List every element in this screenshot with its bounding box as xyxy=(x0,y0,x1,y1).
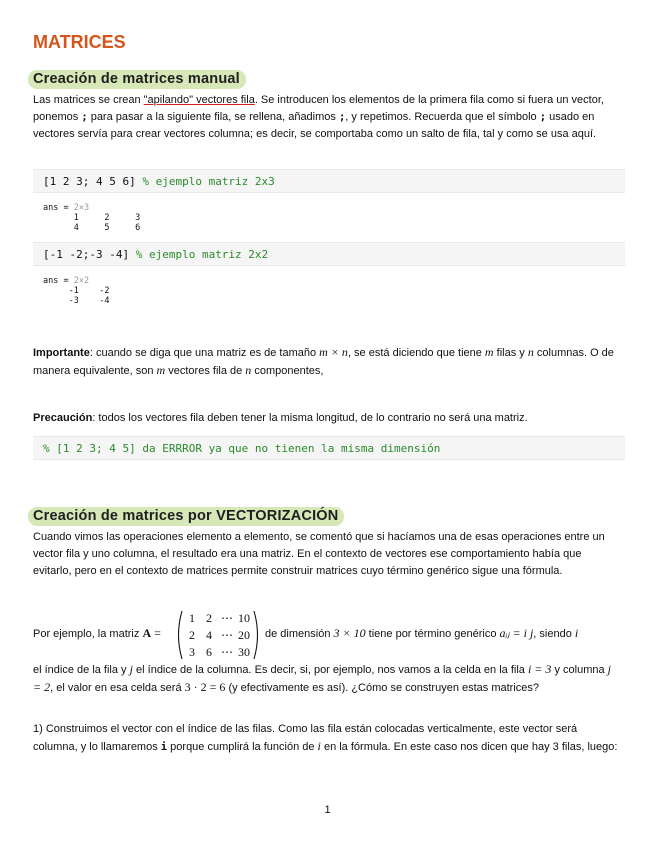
text-run: , siendo xyxy=(533,628,575,640)
paragraph-caution xyxy=(33,410,618,427)
paragraph-important xyxy=(33,344,618,380)
matrix-example-line xyxy=(33,608,633,662)
text-run: y columna xyxy=(551,664,608,676)
text-run: en la fórmula. En este caso nos dicen que hay 3 filas, luego: xyxy=(320,741,618,753)
page-title: MATRICES xyxy=(33,32,126,52)
text-run: tiene por término genérico xyxy=(365,628,500,640)
text-run: componentes, xyxy=(251,365,324,377)
text-run: : todos los vectores fila deben tener la misma longitud, de lo contrario no será una matriz. xyxy=(92,412,528,424)
math-inline: n xyxy=(245,363,252,377)
text-run: columnas. O de manera equivalente, son xyxy=(33,347,614,377)
code-comment: % [1 2 3; 4 5] da ERRROR ya que no tienen la misma dimensión xyxy=(43,442,441,455)
output-2x3 xyxy=(43,203,140,233)
matrix-example-tail xyxy=(265,626,578,641)
output-dims: 2×2 xyxy=(73,276,90,286)
text-run: vectores fila de xyxy=(165,365,246,377)
math-inline: m xyxy=(156,363,166,377)
output-row: -3 -4 xyxy=(68,296,110,306)
text-run: Por ejemplo, la matriz xyxy=(33,628,143,640)
output-row: 1 2 3 xyxy=(73,213,141,223)
math-inline: i xyxy=(317,739,321,753)
underlined-phrase: "apilando" vectores fila xyxy=(143,94,255,106)
text-run: : cuando se diga que una matriz es de tamaño xyxy=(89,347,320,359)
math-inline: i xyxy=(574,626,579,640)
math-inline: 3 · 2 = 6 xyxy=(184,680,226,694)
matrix-A-display xyxy=(174,608,262,662)
matrix-symbol: A xyxy=(142,626,152,640)
output-label: ans = xyxy=(43,276,69,286)
code-text: [-1 -2;-3 -4] xyxy=(43,248,130,261)
matrix-cell: 1 xyxy=(189,611,195,625)
output-row: -1 -2 xyxy=(68,286,110,296)
text-run: 1) Construimos el vector con el índice de las filas. Como las fila están colocadas verticalmente, este vector será columna, y lo llamaremos xyxy=(33,723,578,753)
right-paren xyxy=(254,611,258,659)
left-paren xyxy=(179,611,183,659)
math-inline: j xyxy=(129,662,133,676)
code-comment: % ejemplo matriz 2x3 xyxy=(142,175,275,188)
math-inline: aᵢⱼ = i j xyxy=(499,626,534,640)
paragraph-index-example xyxy=(33,661,618,697)
output-dims: 2×3 xyxy=(73,203,90,213)
text-run: para pasar a la siguiente fila, se rellena, añadimos xyxy=(87,111,339,123)
matrix-cell: ⋯ xyxy=(221,611,233,625)
inline-code: ; xyxy=(81,111,88,123)
text-run: . Se introducen los elementos de la primera fila como si fuera un vector, ponemos xyxy=(33,94,604,123)
text-run: , se está diciendo que tiene xyxy=(347,347,485,359)
matrix-cell: ⋯ xyxy=(221,628,233,642)
math-inline: m xyxy=(484,345,494,359)
text-run: porque cumplirá la función de xyxy=(167,741,318,753)
matrix-example-lead xyxy=(33,626,161,641)
math-inline: j = 2 xyxy=(33,662,611,694)
text-run: de dimensión xyxy=(265,628,334,640)
equals-sign: = xyxy=(151,626,161,640)
matrix-cell: 2 xyxy=(206,611,212,625)
text-run: Las matrices se crean xyxy=(33,94,144,106)
paragraph-step-1 xyxy=(33,721,618,756)
inline-code: i xyxy=(160,741,168,753)
matrix-cell: 30 xyxy=(238,645,250,659)
text-run: , el valor en esa celda será xyxy=(50,682,185,694)
section-heading-vectorization: Creación de matrices por VECTORIZACIÓN xyxy=(28,507,344,526)
text-run: el índice de la fila y xyxy=(33,664,130,676)
math-inline: m × n xyxy=(319,345,348,359)
paragraph-manual-intro xyxy=(33,92,618,143)
matrix-cell: 2 xyxy=(189,628,195,642)
text-run: el índice de la columna. Es decir, si, por ejemplo, nos vamos a la celda en la fila xyxy=(132,664,528,676)
math-inline: n xyxy=(527,345,534,359)
important-label: Importante xyxy=(33,347,90,359)
text-run: filas y xyxy=(493,347,528,359)
text-run: (y efectivamente es así). ¿Cómo se construyen estas matrices? xyxy=(225,682,540,694)
matrix-cell: 4 xyxy=(206,628,212,642)
inline-code: ; xyxy=(338,111,346,123)
matrix-cell: ⋯ xyxy=(221,645,233,659)
output-label: ans = xyxy=(43,203,69,213)
code-text: [1 2 3; 4 5 6] xyxy=(43,175,136,188)
output-row: 4 5 6 xyxy=(73,223,141,233)
text-run: usado en vectores servía para crear vectores columna; es decir, se comportaba como un salto de fila, tal y como se usa aquí. xyxy=(33,111,597,140)
caution-label: Precaución xyxy=(33,412,93,424)
code-block-error[interactable] xyxy=(33,436,625,460)
matrix-cell: 6 xyxy=(206,645,212,659)
inline-code: ; xyxy=(539,111,547,123)
paragraph-vectorization-intro: Cuando vimos las operaciones elemento a elemento, se comentó que si hacíamos una de esas operaciones entre un vector fila y uno columna, el resultado era una matriz. En el contexto de vectores ese comportamiento había que evitarlo, pero en el contexto de matrices permite construir matrices cuyo término genérico sigue una fórmula. xyxy=(33,531,605,577)
code-comment: % ejemplo matriz 2x2 xyxy=(135,248,269,261)
section-heading-manual: Creación de matrices manual xyxy=(28,70,246,89)
output-2x2 xyxy=(43,276,110,306)
text-run: , y repetimos. Recuerda que el símbolo xyxy=(345,111,540,123)
code-block-2x3[interactable] xyxy=(33,169,625,193)
matrix-cell: 10 xyxy=(238,611,250,625)
matrix-cell: 20 xyxy=(238,628,250,642)
math-inline: 3 × 10 xyxy=(333,626,366,640)
page-number: 1 xyxy=(324,804,331,816)
code-block-2x2[interactable] xyxy=(33,242,625,266)
math-inline: i = 3 xyxy=(527,662,552,676)
matrix-cell: 3 xyxy=(189,645,195,659)
